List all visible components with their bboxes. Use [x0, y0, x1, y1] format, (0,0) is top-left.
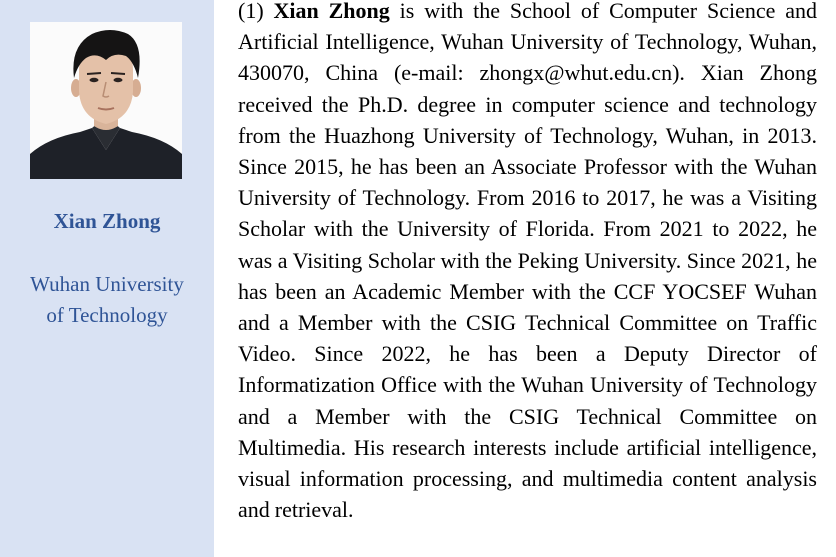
- bio-name: Xian Zhong: [273, 0, 390, 23]
- author-biography: [238, 0, 817, 525]
- portrait-photo: [30, 22, 182, 179]
- profile-sidebar: [0, 0, 214, 557]
- author-affiliation: [10, 269, 204, 331]
- bio-text: is with the School of Computer Science and Artificial Intelligence, Wuhan University of Technology, Wuhan, 430070, China (e-mail: zhongx@whut.edu.cn). Xian Zhong received the Ph.D. degree in computer science and technology from the Huazhong University of Technology, Wuhan, in 2013. Since 2015, he has been an Associate Professor with the Wuhan University of Technology. From 2016 to 2017, he was a Visiting Scholar with the University of Florida. From 2021 to 2022, he was a Visiting Scholar with the Peking University. Since 2021, he has been an Academic Member with the CCF YOCSEF Wuhan and a Member with the CSIG Technical Committee on Traffic Video. Since 2022, he has been a Deputy Director of Informatization Office with the Wuhan University of Technology and a Member with the CSIG Technical Committee on Multimedia. His research interests include artificial intelligence, visual information processing, and multimedia content analysis and retrieval.: [238, 0, 817, 523]
- author-name: Xian Zhong: [53, 209, 161, 233]
- person-icon: [30, 22, 182, 179]
- affiliation-line-1: Wuhan University: [30, 272, 184, 296]
- affiliation-line-2: of Technology: [46, 303, 168, 327]
- bio-index: (1): [238, 0, 264, 23]
